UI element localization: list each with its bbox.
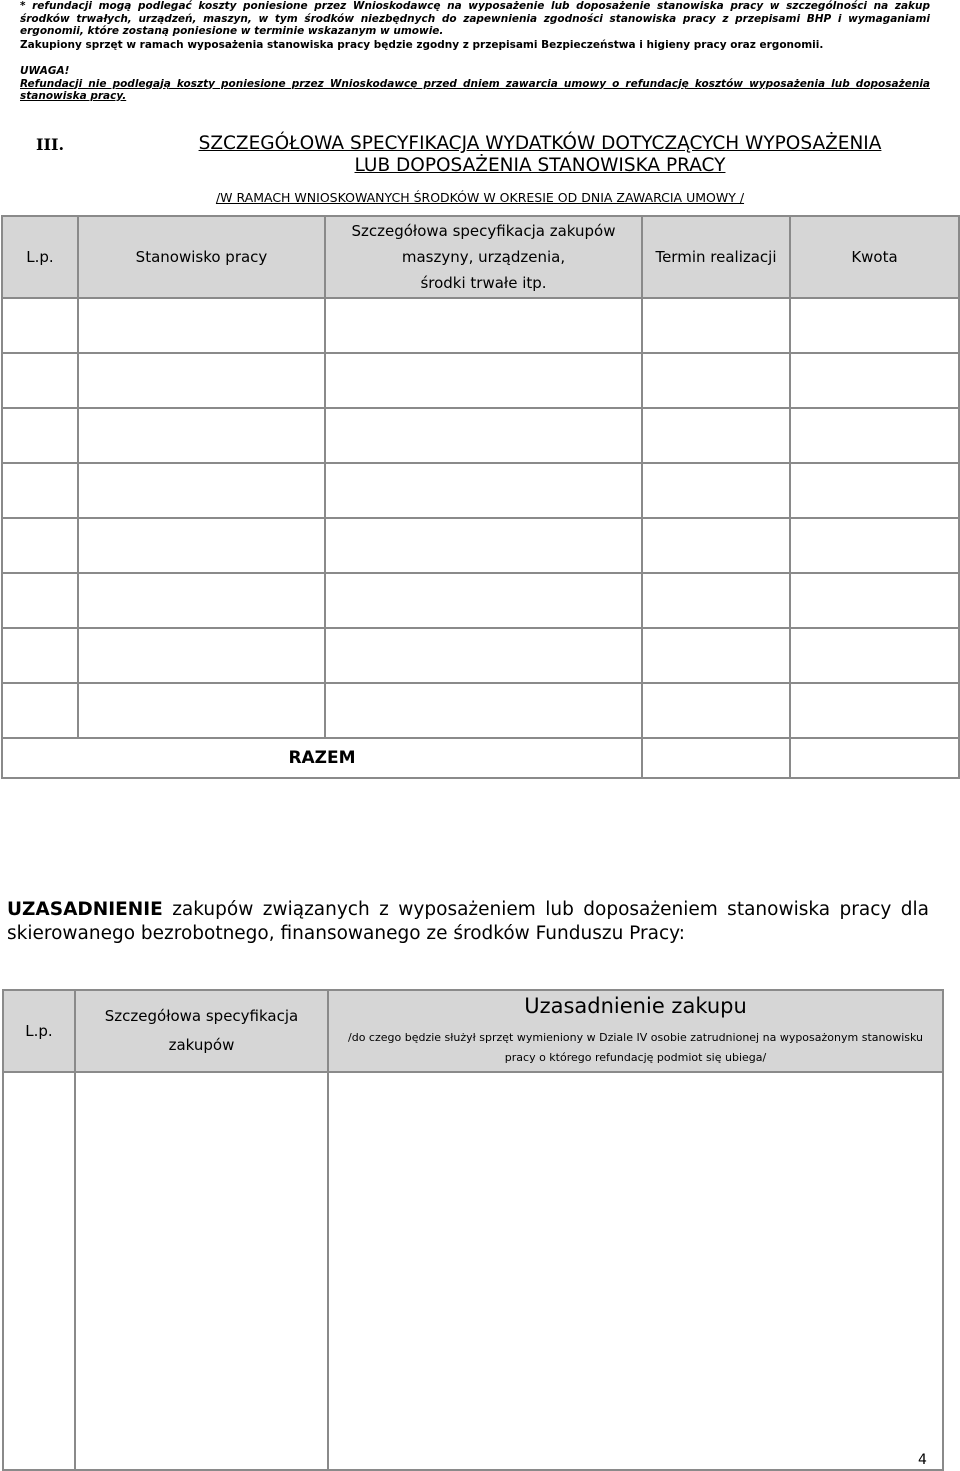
cell-amount[interactable] [790,353,959,408]
cell-spec[interactable] [325,573,642,628]
header-spec-line2: maszyny, urządzenia, [401,248,566,266]
cell-amount[interactable] [790,298,959,353]
cell-spec[interactable] [325,408,642,463]
header-spec-line3: środki trwałe itp. [420,274,547,292]
table-row [2,463,959,518]
cell-amount[interactable] [790,573,959,628]
section-title [100,133,960,177]
cell-position[interactable] [78,683,325,738]
cell-spec[interactable] [75,1072,328,1470]
jt-header-spec [75,990,328,1072]
cell-lp[interactable] [2,298,78,353]
section-title-line1: SZCZEGÓŁOWA SPECYFIKACJA WYDATKÓW DOTYCZĄCYCH WYPOSAŻENIA [198,133,882,154]
justification-table [2,989,944,1471]
cell-amount[interactable] [790,408,959,463]
cell-spec[interactable] [325,683,642,738]
jt-header-spec-line1: Szczegółowa specyfikacja [104,1007,299,1025]
section-number: III. [36,135,65,154]
cell-term[interactable] [642,518,790,573]
justification-lead: UZASADNIENIE [7,899,163,920]
total-row [2,738,959,778]
total-term-cell [642,738,790,778]
table-row [2,573,959,628]
total-label: RAZEM [2,738,642,778]
table-row [2,353,959,408]
jt-header-lp: L.p. [3,990,75,1072]
justification-text: zakupów związanych z wyposażeniem lub doposażeniem stanowiska pracy dla skierowanego bezrobotnego, finansowanego ze środków Funduszu Pracy: [7,899,929,944]
cell-reason[interactable] [328,1072,943,1470]
cell-amount[interactable] [790,683,959,738]
cell-spec[interactable] [325,463,642,518]
cell-term[interactable] [642,573,790,628]
cell-spec[interactable] [325,518,642,573]
header-lp: L.p. [2,216,78,298]
cell-amount[interactable] [790,518,959,573]
jt-header-reason-line2: pracy o którego refundację podmiot się ubiega/ [504,1051,767,1064]
cell-position[interactable] [78,298,325,353]
jt-header-reason [328,990,943,1072]
cell-position[interactable] [78,573,325,628]
table-row [2,298,959,353]
cell-lp[interactable] [2,683,78,738]
cell-term[interactable] [642,353,790,408]
notes-block [20,0,930,103]
header-amount: Kwota [790,216,959,298]
section-subtitle: /W RAMACH WNIOSKOWANYCH ŚRODKÓW W OKRESIE OD DNIA ZAWARCIA UMOWY / [215,190,745,205]
jt-header-reason-title: Uzasadnienie zakupu [524,994,747,1018]
footnote-text: * refundacji mogą podlegać koszty poniesione przez Wnioskodawcę na wyposażenie lub doposażenie stanowiska pracy w szczególności na zakup środków trwałych, urządzeń, maszyn, w tym środków niezbędnych do zapewnienia zgodności stanowiska pracy z przepisami BHP i wymaganiami ergonomii, które zostaną poniesione w terminie wskazanym w umowie. [20,0,930,37]
cell-position[interactable] [78,463,325,518]
page-number: 4 [918,1452,927,1468]
cell-lp[interactable] [2,463,78,518]
cell-term[interactable] [642,683,790,738]
table-row [2,408,959,463]
justification-paragraph [7,898,929,946]
warning-text: Refundacji nie podlegają koszty poniesione przez Wnioskodawcę przed dniem zawarcia umowy o refundację kosztów wyposażenia lub doposażenia stanowiska pracy. [20,77,930,102]
cell-position[interactable] [78,353,325,408]
table-row [3,1072,943,1470]
cell-term[interactable] [642,463,790,518]
header-position: Stanowisko pracy [78,216,325,298]
cell-term[interactable] [642,298,790,353]
table-row [2,518,959,573]
jt-header-spec-line2: zakupów [168,1036,235,1054]
spec-table-header [2,216,959,298]
cell-position[interactable] [78,518,325,573]
cell-amount[interactable] [790,628,959,683]
spec-table [1,215,960,779]
cell-spec[interactable] [325,298,642,353]
cell-lp[interactable] [2,518,78,573]
cell-term[interactable] [642,628,790,683]
cell-lp[interactable] [2,573,78,628]
cell-lp[interactable] [3,1072,75,1470]
compliance-text: Zakupiony sprzęt w ramach wyposażenia stanowiska pracy będzie zgodny z przepisami Bezpieczeństwa i higieny pracy oraz ergonomii. [20,38,824,51]
section-title-line2: LUB DOPOSAŻENIA STANOWISKA PRACY [354,155,726,176]
cell-lp[interactable] [2,408,78,463]
warning-label: UWAGA! [20,65,70,77]
cell-position[interactable] [78,628,325,683]
cell-lp[interactable] [2,353,78,408]
header-term: Termin realizacji [642,216,790,298]
cell-spec[interactable] [325,353,642,408]
cell-term[interactable] [642,408,790,463]
header-spec [325,216,642,298]
cell-position[interactable] [78,408,325,463]
jt-header-reason-line1: /do czego będzie służył sprzęt wymieniony w Dziale IV osobie zatrudnionej na wyposażonym stanowisku [348,1031,923,1044]
cell-amount[interactable] [790,463,959,518]
cell-lp[interactable] [2,628,78,683]
table-row [2,683,959,738]
header-spec-line1: Szczegółowa specyfikacja zakupów [351,222,616,240]
cell-spec[interactable] [325,628,642,683]
justification-table-header [3,990,943,1072]
table-row [2,628,959,683]
total-amount-cell[interactable] [790,738,959,778]
